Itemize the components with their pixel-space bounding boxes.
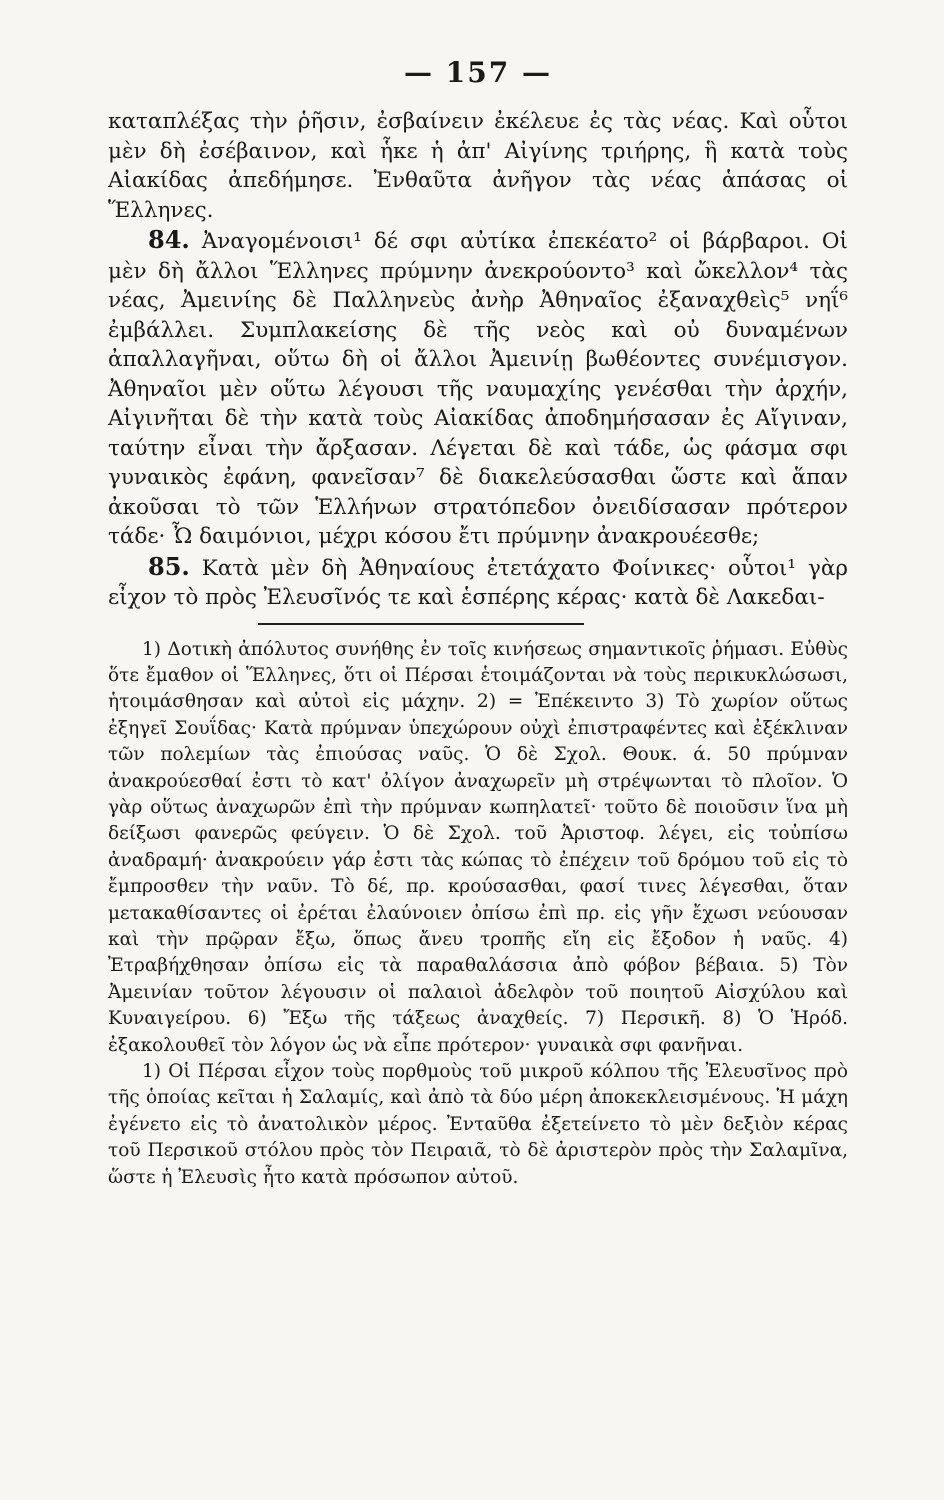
paragraph-continuation [108, 107, 848, 225]
section-number: 84. [148, 225, 190, 254]
footnotes [108, 637, 848, 1192]
section-84 [108, 225, 848, 552]
paragraph-text: Ἀναγομένοισι¹ δέ σφι αὐτίκα ἐπεκέατο² οἱ βάρβαροι. Οἱ μὲν δὴ ἄλλοι Ἕλληνες πρύμνην ἀνεκρούοντο³ καὶ ὤκελλον⁴ τὰς νέας, Ἀμεινίης δὲ Παλληνεὺς ἀνὴρ Ἀθηναῖος ἐξαναχθεὶς⁵ νηΐ⁶ ἐμβάλλει. Συμπλακείσης δὲ τῆς νεὸς καὶ οὐ δυναμένων ἀπαλλαγῆναι, οὕτω δὴ οἱ ἄλλοι Ἀμεινίῃ βωθέοντες συνέμισγον. Ἀθηναῖοι μὲν οὕτω λέγουσι τῆς ναυμαχίης γενέσθαι τὴν ἀρχήν, Αἰγινῆται δὲ τὴν κατὰ τοὺς Αἰακίδας ἀποδημήσασαν ἐς Αἴγιναν, ταύτην εἶναι τὴν ἄρξασαν. Λέγεται δὲ καὶ τάδε, ὡς φάσμα σφι γυναικὸς ἐφάνη, φανεῖσαν⁷ δὲ διακελεύσασθαι ὥστε καὶ ἅπαν ἀκοῦσαι τὸ τῶν Ἑλλήνων στρατόπεδον ὀνειδίσασαν πρότερον τάδε· Ὦ δαιμόνιοι, μέχρι κόσου ἔτι πρύμνην ἀνακρουέεσθε; [108, 229, 848, 549]
section-number: 85. [148, 551, 190, 581]
section-85 [108, 552, 848, 613]
footnote-block-85: 1) Οἱ Πέρσαι εἶχον τοὺς πορθμοὺς τοῦ μικροῦ κόλπου τῆς Ἐλευσῖνος πρὸ τῆς ὁποίας κεῖται ἡ Σαλαμίς, καὶ ἀπὸ τὰ δύο μέρη ἀποκεκλεισμένους. Ἡ μάχη ἐγένετο εἰς τὸ ἀνατολικὸν μέρος. Ἐνταῦθα ἐξετείνετο τὸ μὲν δεξιὸν κέρας τοῦ Περσικοῦ στόλου πρὸς τὸν Πειραιᾶ, τὸ δὲ ἀριστερὸν πρὸς τὴν Σαλαμῖνα, ὥστε ἡ Ἐλευσὶς ἦτο κατὰ πρόσωπον αὐτοῦ. [108, 1061, 848, 1188]
footnote-block-84: 1) Δοτικὴ ἀπόλυτος συνήθης ἐν τοῖς κινήσεως σημαντικοῖς ῥήμασι. Εὐθὺς ὅτε ἔμαθον οἱ Ἕλληνες, ὅτι οἱ Πέρσαι ἑτοιμάζονται νὰ τοὺς περικυκλώσωσι, ἡτοιμάσθησαν καὶ αὐτοὶ εἰς μάχην. 2) = Ἐπέκειντο 3) Τὸ χωρίον οὕτως ἐξηγεῖ Σουΐδας· Κατὰ πρύμναν ὑπεχώρουν οὐχὶ ἐπιστραφέντες καὶ ἐξέκλιναν τῶν πολεμίων τὰς ἐπιούσας ναῦς. Ὁ δὲ Σχολ. Θουκ. ά. 50 πρύμναν ἀνακρούεσθαί ἐστι τὸ κατ' ὀλίγον ἀναχωρεῖν μὴ στρέψωνται τὸ πλοῖον. Ὁ γὰρ οὕτως ἀναχωρῶν ἐπὶ τὴν πρύμναν κωπηλατεῖ· τοῦτο δὲ ποιοῦσιν ἵνα μὴ δείξωσι φανερῶς φεύγειν. Ὁ δὲ Σχολ. τοῦ Ἀριστοφ. λέγει, εἰς τοὐπίσω ἀναδραμή· ἀνακρούειν γάρ ἐστι τὰς κώπας τὸ ἐπέχειν τοῦ δρόμου τοῦ εἰς τὸ ἔμπροσθεν τὴν ναῦν. Τὸ δέ, πρ. κρούσασθαι, φασί τινες λέγεσθαι, ὅταν μετακαθίσαντες οἱ ἐρέται ἐλαύνοιεν ὀπίσω ἐπὶ πρ. εἰς γῆν ἔχωσι νεύουσαν καὶ τὴν πρῷραν ἔξω, ὅπως ἄνευ τροπῆς εἴη εἰς ἔξοδον ἡ ναῦς. 4) Ἐτραβήχθησαν ὀπίσω εἰς τὰ παραθαλάσσια ἀπὸ φόβον βέβαια. 5) Τὸν Ἀμεινίαν τοῦτον λέγουσιν οἱ παλαιοὶ ἀδελφὸν τοῦ ποιητοῦ Αἰσχύλου καὶ Κυναιγείρου. 6) Ἔξω τῆς τάξεως ἀναχθείς. 7) Περσικῆ. 8) Ὁ Ἡρόδ. ἐξακολουθεῖ τὸν λόγον ὡς νὰ εἶπε πρότερον· γυναικὰ σφι φανῆναι. [108, 638, 848, 1056]
paragraph-text: Κατὰ μὲν δὴ Ἀθηναίους ἐτετάχατο Φοίνικες· οὗτοι¹ γὰρ εἶχον τὸ πρὸς Ἐλευσῖνός τε καὶ ἑσπέρης κέρας· κατὰ δὲ Λακεδαι- [108, 555, 848, 610]
page-number: — 157 — [404, 56, 552, 89]
footnote-divider [258, 623, 584, 625]
paragraph-text: καταπλέξας τὴν ῥῆσιν, ἐσβαίνειν ἐκέλευε ἐς τὰς νέας. Καὶ οὗτοι μὲν δὴ ἐσέβαινον, καὶ ἧκε ἡ ἀπ' Αἰγίνης τριήρης, ἣ κατὰ τοὺς Αἰακίδας ἀπεδήμησε. Ἐνθαῦτα ἀνῆγον τὰς νέας ἁπάσας οἱ Ἕλληνες. [108, 109, 848, 223]
main-text [108, 107, 848, 613]
